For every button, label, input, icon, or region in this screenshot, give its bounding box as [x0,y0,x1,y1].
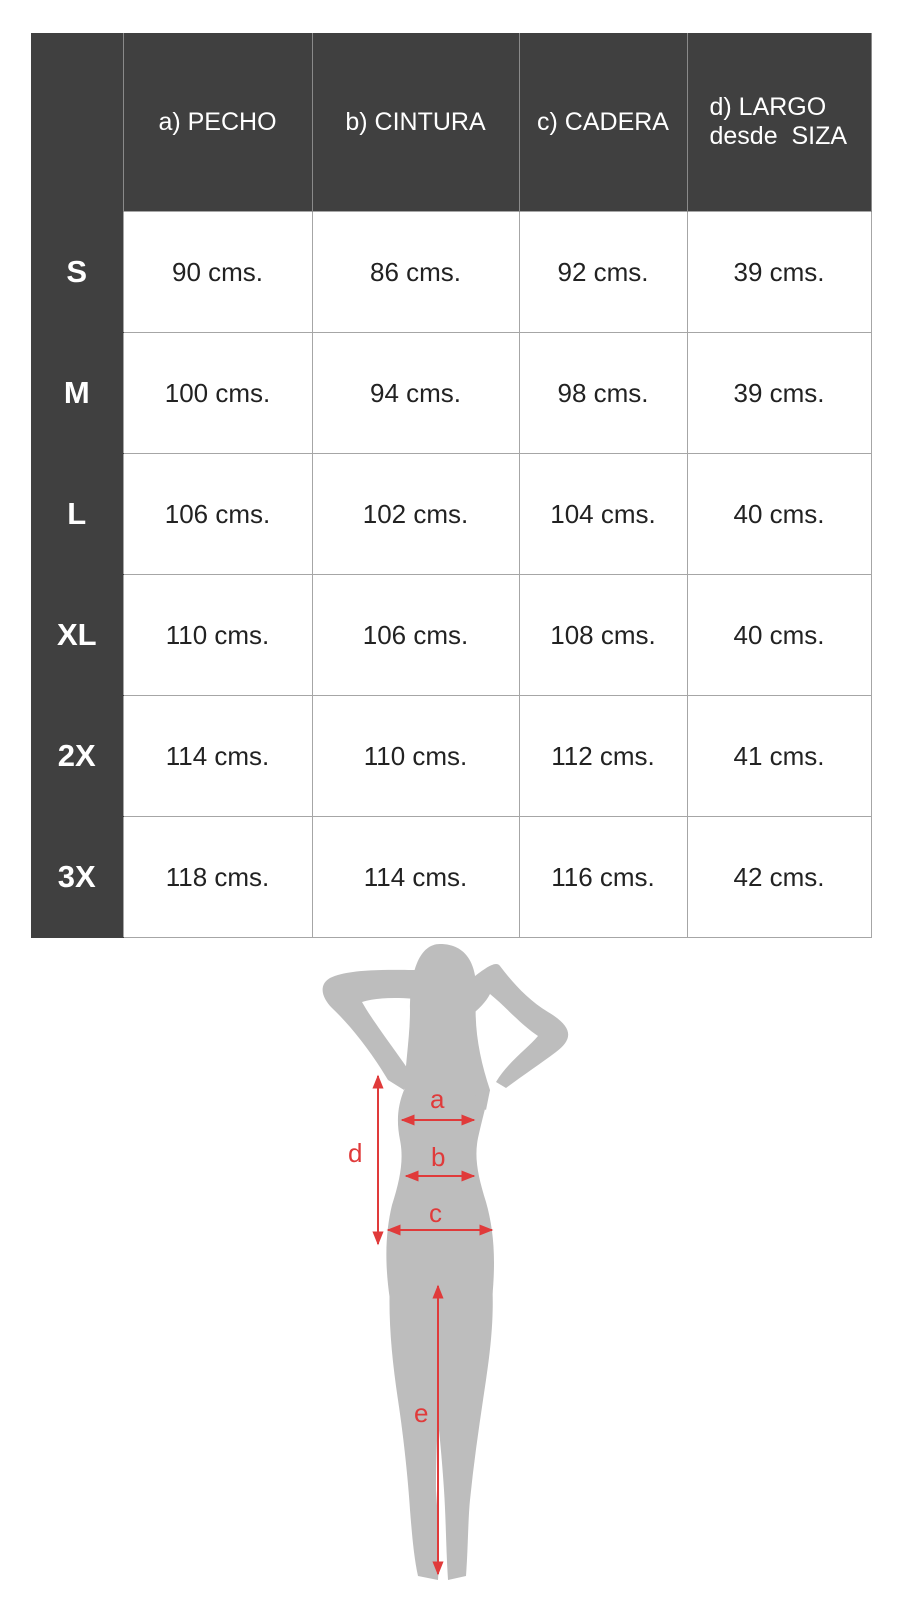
cell-cadera: 104 cms. [519,454,687,575]
cell-largo: 41 cms. [687,696,871,817]
measure-label-a: a [430,1084,445,1114]
header-cadera: c) CADERA [519,33,687,212]
cell-largo: 39 cms. [687,212,871,333]
size-label: M [31,333,123,454]
measure-label-e: e [414,1398,429,1428]
cell-pecho: 90 cms. [123,212,312,333]
measure-label-b: b [431,1142,446,1172]
cell-cintura: 106 cms. [312,575,519,696]
cell-largo: 39 cms. [687,333,871,454]
cell-largo: 42 cms. [687,817,871,938]
cell-cintura: 110 cms. [312,696,519,817]
size-label: S [31,212,123,333]
cell-cintura: 114 cms. [312,817,519,938]
table-row [31,696,871,817]
cell-cintura: 86 cms. [312,212,519,333]
body-silhouette-illustration [0,940,900,1600]
cell-cintura: 102 cms. [312,454,519,575]
header-cintura: b) CINTURA [312,33,519,212]
cell-pecho: 114 cms. [123,696,312,817]
header-corner [31,33,123,212]
cell-cintura: 94 cms. [312,333,519,454]
cell-largo: 40 cms. [687,575,871,696]
header-row [31,33,871,212]
table-row [31,454,871,575]
header-largo-line-1: d) LARGO [709,93,827,121]
header-largo-line-2: desde SIZA [709,122,848,150]
measure-label-c: c [429,1198,442,1228]
table-row [31,212,871,333]
size-label: 3X [31,817,123,938]
cell-largo: 40 cms. [687,454,871,575]
measurement-figure [0,940,900,1600]
size-label: L [31,454,123,575]
size-label: 2X [31,696,123,817]
cell-cadera: 92 cms. [519,212,687,333]
table-row [31,333,871,454]
cell-pecho: 118 cms. [123,817,312,938]
measure-label-d: d [348,1138,363,1168]
cell-pecho: 110 cms. [123,575,312,696]
cell-cadera: 98 cms. [519,333,687,454]
cell-pecho: 100 cms. [123,333,312,454]
cell-cadera: 116 cms. [519,817,687,938]
table-row [31,575,871,696]
cell-cadera: 108 cms. [519,575,687,696]
size-label: XL [31,575,123,696]
header-pecho: a) PECHO [123,33,312,212]
cell-cadera: 112 cms. [519,696,687,817]
woman-silhouette [323,944,569,1580]
header-largo [687,33,871,212]
table-row [31,817,871,938]
cell-pecho: 106 cms. [123,454,312,575]
size-chart-table [31,33,872,938]
